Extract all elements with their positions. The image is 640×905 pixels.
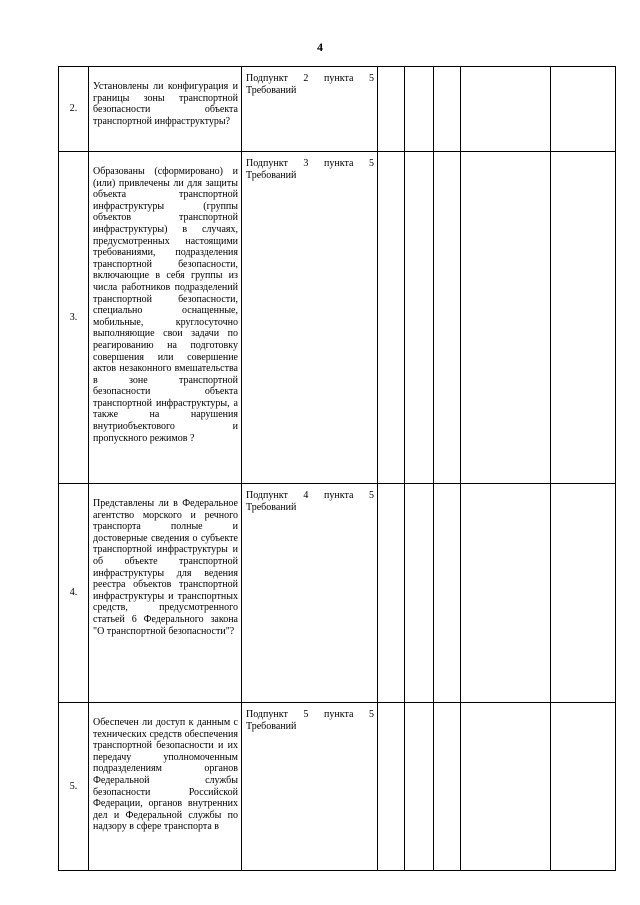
table-row — [59, 484, 616, 703]
ref-word: Подпункт — [246, 73, 288, 84]
ref-subitem-number: 5 — [303, 709, 309, 720]
ref-requirements: Требований — [246, 169, 297, 181]
ref-item-number: 5 — [368, 73, 374, 84]
answer-no-cell[interactable] — [405, 67, 434, 152]
ref-word: пункта — [324, 709, 354, 720]
row-number: 3. — [59, 152, 89, 484]
table-row — [59, 152, 616, 484]
ref-word: Подпункт — [246, 709, 288, 720]
ref-word: Подпункт — [246, 490, 288, 501]
table-row — [59, 703, 616, 871]
reference-cell — [242, 152, 378, 484]
question-text: Образованы (сформировано) и (или) привлечены ли для защиты объекта транспортной инфраструктуры (группы объектов транспортной инфраструктуры) в случаях, предусмотренных настоящими требованиями, подразделения транспортной безопасности, включающие в себя группы из числа работников подразделений транспортной безопасности, специально оснащенные, мобильные, круглосуточно выполняющие свои задачи по реагированию на подготовку совершения или совершение актов незаконного вмешательства в зоне транспортной безопасности объекта транспортной инфраструктуры, а также на нарушения внутриобъектового и пропускного режимов ? — [93, 166, 238, 444]
question-text: Обеспечен ли доступ к данным с технических средств обеспечения транспортной безопасности и их передачу уполномоченным подразделениям органов Федеральной службы безопасности Российской Федерации, органов внутренних дел и Федеральной службы по надзору в сфере транспорта в — [93, 717, 238, 833]
ref-item-number: 5 — [368, 709, 374, 720]
answer-no-cell[interactable] — [405, 484, 434, 703]
question-cell — [89, 703, 242, 871]
answer-na-cell[interactable] — [434, 703, 461, 871]
answer-no-cell[interactable] — [405, 703, 434, 871]
question-text: Установлены ли конфигурация и границы зоны транспортной безопасности объекта транспортной инфраструктуры? — [93, 81, 238, 127]
page-number: 4 — [317, 40, 323, 54]
notes-cell[interactable] — [461, 703, 551, 871]
row-number: 4. — [59, 484, 89, 703]
ref-word: пункта — [324, 73, 354, 84]
question-cell — [89, 484, 242, 703]
ref-subitem-number: 3 — [303, 158, 309, 169]
answer-na-cell[interactable] — [434, 484, 461, 703]
notes-cell[interactable] — [461, 152, 551, 484]
ref-requirements: Требований — [246, 501, 297, 513]
answer-yes-cell[interactable] — [378, 484, 405, 703]
answer-yes-cell[interactable] — [378, 152, 405, 484]
comments-cell[interactable] — [551, 703, 616, 871]
question-cell — [89, 67, 242, 152]
ref-item-number: 5 — [368, 490, 374, 501]
reference-cell — [242, 484, 378, 703]
ref-word: пункта — [324, 490, 354, 501]
reference-cell — [242, 703, 378, 871]
ref-requirements: Требований — [246, 84, 297, 96]
ref-word: пункта — [324, 158, 354, 169]
comments-cell[interactable] — [551, 152, 616, 484]
comments-cell[interactable] — [551, 67, 616, 152]
row-number: 2. — [59, 67, 89, 152]
ref-item-number: 5 — [368, 158, 374, 169]
ref-requirements: Требований — [246, 720, 297, 732]
answer-na-cell[interactable] — [434, 152, 461, 484]
answer-na-cell[interactable] — [434, 67, 461, 152]
table-row — [59, 67, 616, 152]
checklist-table — [58, 66, 616, 871]
row-number: 5. — [59, 703, 89, 871]
question-cell — [89, 152, 242, 484]
reference-cell — [242, 67, 378, 152]
ref-subitem-number: 4 — [303, 490, 309, 501]
notes-cell[interactable] — [461, 484, 551, 703]
notes-cell[interactable] — [461, 67, 551, 152]
question-text: Представлены ли в Федеральное агентство морского и речного транспорта полные и достоверные сведения о субъекте транспортной инфраструктуры и об объекте транспортной инфраструктуры для ведения реестра объектов транспортной инфраструктуры и транспортных средств, предусмотренного статьей 6 Федерального закона "О транспортной безопасности"? — [93, 498, 238, 637]
answer-no-cell[interactable] — [405, 152, 434, 484]
answer-yes-cell[interactable] — [378, 67, 405, 152]
ref-word: Подпункт — [246, 158, 288, 169]
ref-subitem-number: 2 — [303, 73, 309, 84]
comments-cell[interactable] — [551, 484, 616, 703]
answer-yes-cell[interactable] — [378, 703, 405, 871]
